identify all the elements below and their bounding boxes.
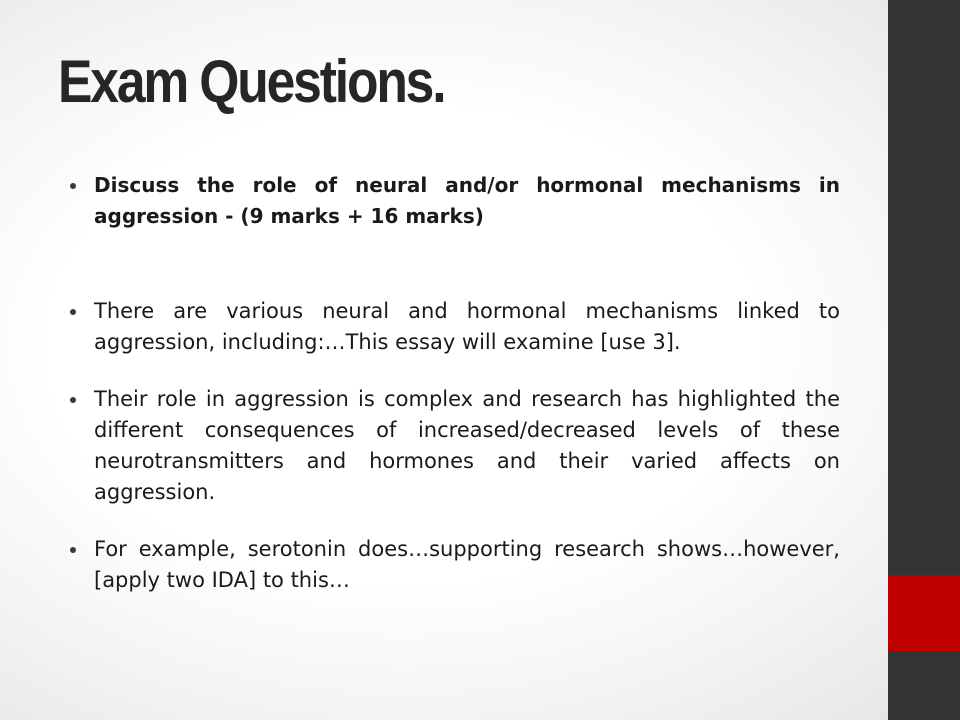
bullet-item-question	[70, 170, 840, 232]
bullet-text: There are various neural and hormonal mechanisms linked to aggression, including:…This essay will examine [use 3].	[94, 299, 840, 354]
side-accent-block	[888, 575, 960, 651]
bullet-text: Their role in aggression is complex and research has highlighted the different consequences of increased/decreased levels of these neurotransmitters and hormones and their varied affects on aggression.	[94, 387, 840, 504]
bullet-list	[70, 170, 840, 596]
bullet-text: Discuss the role of neural and/or hormonal mechanisms in aggression - (9 marks + 16 marks)	[94, 173, 840, 228]
bullet-item-role	[70, 384, 840, 508]
bullet-dot-icon	[70, 397, 76, 403]
bullet-dot-icon	[70, 547, 76, 553]
bullet-text: For example, serotonin does…supporting research shows…however, [apply two IDA] to this…	[94, 537, 840, 592]
bullet-dot-icon	[70, 309, 76, 315]
bullet-item-example	[70, 534, 840, 596]
bullet-dot-icon	[70, 183, 76, 189]
slide-title: Exam Questions.	[58, 48, 445, 115]
bullet-item-intro	[70, 296, 840, 358]
